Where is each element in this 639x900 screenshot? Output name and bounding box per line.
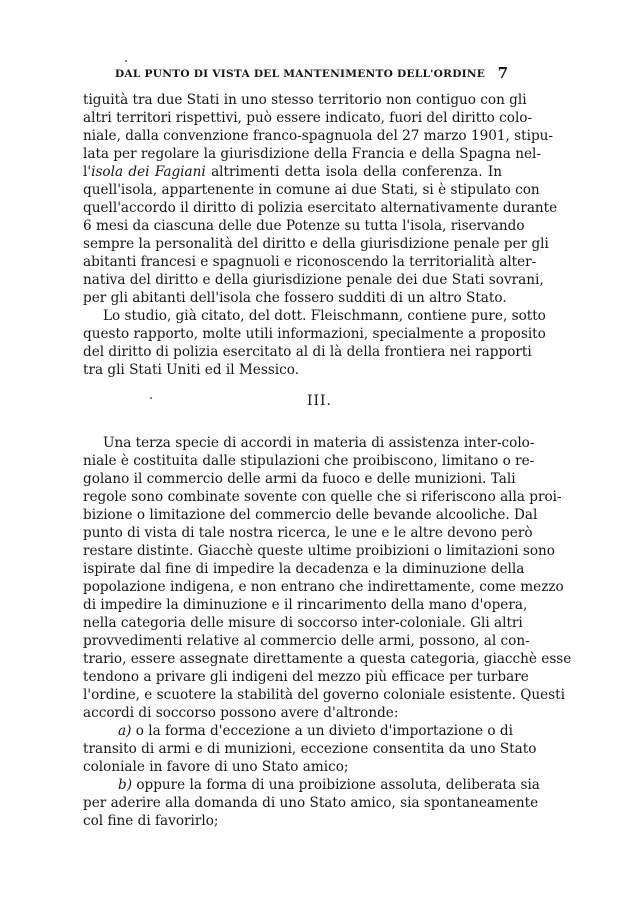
text-line: tendono a privare gli indigeni del mezzo più efficace per turbare [83,669,529,685]
text-line: niale è costituita dalle stipulazioni che proibiscono, limitano o re- [83,453,535,469]
text-line: l'isola dei Fagiani altrimenti detta isola della conferenza. In [83,164,502,180]
text-line: per aderire alla domanda di uno Stato amico, sia spontaneamente [83,795,539,811]
section-heading: III. [306,393,333,409]
list-item-line: b) oppure la forma di una proibizione assoluta, deliberata sia [118,777,540,793]
text-line: tra gli Stati Uniti ed il Messico. [83,362,300,378]
text-line: Una terza specie di accordi in materia di assistenza inter-colo- [103,435,535,451]
text-line: restare distinte. Giacchè queste ultime proibizioni o limitazioni sono [83,543,555,559]
text-line: Lo studio, già citato, del dott. Fleischmann, contiene pure, sotto [103,308,546,324]
text-line: ispirate dal fine di impedire la decadenza e la diminuzione della [83,561,525,577]
list-item-line: a) o la forma d'eccezione a un divieto d'importazione o di [118,723,513,739]
text-line: quell'accordo il diritto di polizia esercitato alternativamente durante [83,200,558,216]
text-line: altri territori rispettivi, può essere indicato, fuori del diritto colo- [83,110,533,126]
text-line: trario, essere assegnate direttamente a questa categoria, giacchè esse [83,651,572,667]
text-line: del diritto di polizia esercitato al di là della frontiera nei rapporti [83,344,532,360]
text-line: niale, dalla convenzione franco-spagnuola del 27 marzo 1901, stipu- [83,128,554,144]
running-header: DAL PUNTO DI VISTA DEL MANTENIMENTO DELL'ORDINE [115,68,486,80]
text-line: abitanti francesi e spagnuoli e riconoscendo la territorialità alter- [83,254,537,270]
text-line: transito di armi e di munizioni, eccezione consentita da uno Stato [83,741,537,757]
list-marker: a) [118,723,132,739]
text-line: tiguità tra due Stati in uno stesso territorio non contiguo con gli [83,92,527,108]
text-line: golano il commercio delle armi da fuoco e delle munizioni. Tali [83,471,516,487]
text-line: accordi di soccorso possono avere d'altronde: [83,705,399,721]
ink-speck [125,60,127,62]
text-line: provvedimenti relative al commercio delle armi, possono, al con- [83,633,530,649]
text-line: col fine di favorirlo; [83,813,219,829]
text-line: per gli abitanti dell'isola che fossero sudditi di un altro Stato. [83,290,507,306]
text-line: bizione o limitazione del commercio delle bevande alcooliche. Dal [83,507,538,523]
text-line: questo rapporto, molte utili informazioni, specialmente a proposito [83,326,546,342]
italic-place-name: isola dei Fagiani [91,164,206,180]
text-line: di impedire la diminuzione e il rincarimento della mano d'opera, [83,597,528,613]
text-line: quell'isola, appartenente in comune ai due Stati, si è stipulato con [83,182,540,198]
list-marker: b) [118,777,133,793]
text-line: lata per regolare la giurisdizione della Francia e della Spagna nel- [83,146,541,162]
text-line: coloniale in favore di uno Stato amico; [83,759,349,775]
text-line: regole sono combinate sovente con quelle che si riferiscono alla proi- [83,489,562,505]
text-line: nativa del diritto e della giurisdizione penale dei due Stati sovrani, [83,272,544,288]
page-number: 7 [497,64,508,82]
text-line: l'ordine, e scuotere la stabilità del governo coloniale esistente. Questi [83,687,565,703]
text-line: 6 mesi da ciascuna delle due Potenze su tutta l'isola, riservando [83,218,525,234]
text-line: punto di vista di tale nostra ricerca, le une e le altre devono però [83,525,533,541]
text-line: sempre la personalità del diritto e della giurisdizione penale per gli [83,236,549,252]
text-line: nella categoria delle misure di soccorso inter-coloniale. Gli altri [83,615,523,631]
text-line: popolazione indigena, e non entrano che indirettamente, come mezzo [83,579,564,595]
